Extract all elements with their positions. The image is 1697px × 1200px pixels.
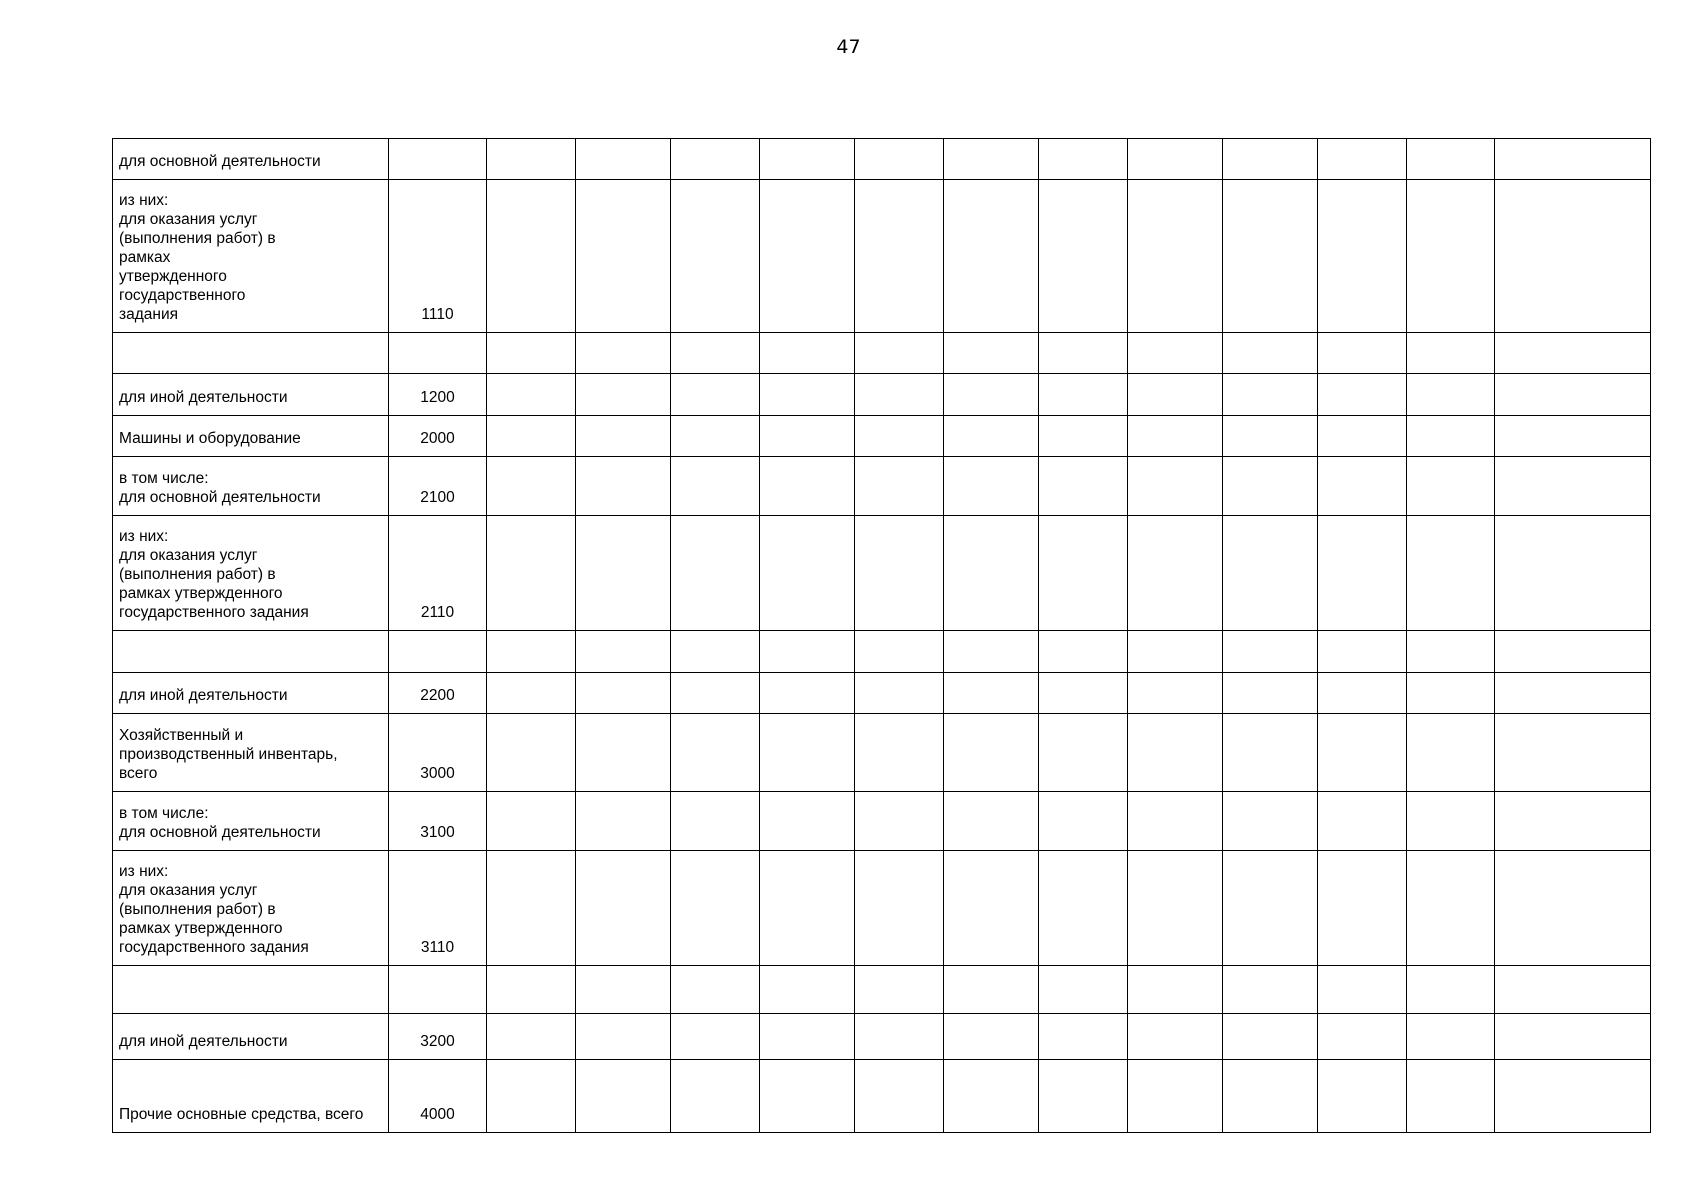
empty-value-cell: [1039, 180, 1128, 333]
empty-value-cell: [855, 416, 944, 457]
empty-value-cell: [1318, 139, 1407, 180]
empty-value-cell: [760, 333, 855, 374]
empty-value-cell: [1039, 1014, 1128, 1060]
empty-value-cell: [576, 714, 671, 792]
empty-value-cell: [487, 139, 576, 180]
empty-value-cell: [1318, 180, 1407, 333]
empty-value-cell: [576, 1060, 671, 1133]
empty-value-cell: [487, 1060, 576, 1133]
empty-value-cell: [944, 631, 1039, 673]
empty-value-cell: [576, 139, 671, 180]
empty-value-cell: [671, 333, 760, 374]
empty-value-cell: [760, 516, 855, 631]
empty-value-cell: [1223, 516, 1318, 631]
row-name-cell: для иной деятельности: [113, 374, 389, 416]
empty-value-cell: [944, 139, 1039, 180]
empty-value-cell: [1407, 416, 1495, 457]
empty-value-cell: [1039, 792, 1128, 851]
empty-value-cell: [487, 516, 576, 631]
empty-value-cell: [855, 966, 944, 1014]
empty-value-cell: [1407, 851, 1495, 966]
empty-value-cell: [1039, 374, 1128, 416]
row-name-cell: Прочие основные средства, всего: [113, 1060, 389, 1133]
empty-value-cell: [576, 851, 671, 966]
empty-value-cell: [671, 516, 760, 631]
empty-value-cell: [1223, 673, 1318, 714]
table-row: [113, 714, 1651, 792]
row-name-cell: в том числе: для основной деятельности: [113, 792, 389, 851]
empty-value-cell: [1223, 851, 1318, 966]
empty-value-cell: [1039, 333, 1128, 374]
row-code-cell: 4000: [389, 1060, 487, 1133]
empty-value-cell: [1318, 792, 1407, 851]
row-code-cell: 2200: [389, 673, 487, 714]
empty-value-cell: [487, 416, 576, 457]
empty-value-cell: [1407, 1060, 1495, 1133]
empty-value-cell: [487, 333, 576, 374]
row-code-cell: 2110: [389, 516, 487, 631]
empty-value-cell: [671, 416, 760, 457]
empty-value-cell: [1495, 516, 1651, 631]
empty-value-cell: [576, 792, 671, 851]
table-body: [113, 139, 1651, 1133]
fixed-assets-table: [112, 138, 1651, 1133]
empty-value-cell: [576, 631, 671, 673]
empty-value-cell: [760, 1060, 855, 1133]
empty-value-cell: [1128, 457, 1223, 516]
row-code-cell: 1110: [389, 180, 487, 333]
row-code-cell: 1200: [389, 374, 487, 416]
empty-value-cell: [487, 714, 576, 792]
empty-value-cell: [760, 792, 855, 851]
row-code-cell: [389, 333, 487, 374]
empty-value-cell: [1407, 333, 1495, 374]
empty-value-cell: [671, 966, 760, 1014]
empty-value-cell: [1039, 673, 1128, 714]
empty-value-cell: [944, 1014, 1039, 1060]
empty-value-cell: [1223, 1014, 1318, 1060]
empty-value-cell: [855, 180, 944, 333]
empty-value-cell: [944, 673, 1039, 714]
empty-value-cell: [944, 416, 1039, 457]
empty-value-cell: [760, 851, 855, 966]
empty-value-cell: [576, 374, 671, 416]
empty-value-cell: [1039, 966, 1128, 1014]
empty-value-cell: [487, 1014, 576, 1060]
empty-value-cell: [1128, 673, 1223, 714]
empty-value-cell: [1495, 714, 1651, 792]
empty-value-cell: [1495, 631, 1651, 673]
empty-value-cell: [944, 851, 1039, 966]
empty-value-cell: [671, 374, 760, 416]
row-code-cell: 2100: [389, 457, 487, 516]
empty-value-cell: [1223, 333, 1318, 374]
empty-value-cell: [1495, 966, 1651, 1014]
empty-value-cell: [487, 631, 576, 673]
empty-value-cell: [1128, 631, 1223, 673]
empty-value-cell: [944, 714, 1039, 792]
row-code-cell: [389, 139, 487, 180]
empty-value-cell: [1223, 180, 1318, 333]
empty-value-cell: [1128, 966, 1223, 1014]
empty-value-cell: [944, 792, 1039, 851]
empty-value-cell: [1223, 457, 1318, 516]
empty-value-cell: [1407, 966, 1495, 1014]
empty-value-cell: [576, 416, 671, 457]
empty-value-cell: [855, 631, 944, 673]
empty-value-cell: [487, 180, 576, 333]
table-row: [113, 1060, 1651, 1133]
empty-value-cell: [760, 966, 855, 1014]
empty-value-cell: [1223, 416, 1318, 457]
empty-value-cell: [1495, 139, 1651, 180]
empty-value-cell: [671, 673, 760, 714]
empty-value-cell: [1223, 631, 1318, 673]
empty-value-cell: [1128, 180, 1223, 333]
empty-value-cell: [1128, 1060, 1223, 1133]
empty-value-cell: [1407, 180, 1495, 333]
table-row: [113, 416, 1651, 457]
empty-value-cell: [855, 374, 944, 416]
empty-value-cell: [1128, 333, 1223, 374]
empty-value-cell: [1407, 631, 1495, 673]
empty-value-cell: [1318, 374, 1407, 416]
empty-value-cell: [1223, 1060, 1318, 1133]
empty-value-cell: [944, 333, 1039, 374]
empty-value-cell: [855, 139, 944, 180]
empty-value-cell: [760, 457, 855, 516]
empty-value-cell: [1318, 1014, 1407, 1060]
empty-value-cell: [855, 851, 944, 966]
table-row: [113, 851, 1651, 966]
empty-value-cell: [944, 516, 1039, 631]
empty-value-cell: [1407, 1014, 1495, 1060]
empty-value-cell: [855, 1014, 944, 1060]
empty-value-cell: [1039, 851, 1128, 966]
row-name-cell: из них: для оказания услуг (выполнения работ) в рамках утвержденного государственного задания: [113, 851, 389, 966]
empty-value-cell: [1128, 851, 1223, 966]
row-name-cell: [113, 966, 389, 1014]
empty-value-cell: [944, 180, 1039, 333]
empty-value-cell: [855, 792, 944, 851]
empty-value-cell: [760, 714, 855, 792]
table-row: [113, 180, 1651, 333]
empty-value-cell: [671, 1060, 760, 1133]
empty-value-cell: [671, 457, 760, 516]
table-row: [113, 516, 1651, 631]
row-name-cell: в том числе: для основной деятельности: [113, 457, 389, 516]
empty-value-cell: [760, 673, 855, 714]
row-code-cell: [389, 631, 487, 673]
empty-value-cell: [1223, 374, 1318, 416]
empty-value-cell: [1318, 416, 1407, 457]
empty-value-cell: [487, 792, 576, 851]
empty-value-cell: [944, 457, 1039, 516]
empty-value-cell: [1039, 516, 1128, 631]
empty-value-cell: [487, 457, 576, 516]
table-row: [113, 673, 1651, 714]
empty-value-cell: [671, 631, 760, 673]
empty-value-cell: [1407, 516, 1495, 631]
empty-value-cell: [1495, 1060, 1651, 1133]
empty-value-cell: [1495, 374, 1651, 416]
row-name-cell: из них: для оказания услуг (выполнения работ) в рамках утвержденного государственного задания: [113, 516, 389, 631]
empty-value-cell: [1039, 714, 1128, 792]
empty-value-cell: [487, 374, 576, 416]
empty-value-cell: [1039, 631, 1128, 673]
empty-value-cell: [671, 1014, 760, 1060]
empty-value-cell: [855, 714, 944, 792]
empty-value-cell: [576, 673, 671, 714]
row-name-cell: для иной деятельности: [113, 673, 389, 714]
empty-value-cell: [1039, 139, 1128, 180]
row-code-cell: 2000: [389, 416, 487, 457]
empty-value-cell: [1407, 673, 1495, 714]
empty-value-cell: [944, 966, 1039, 1014]
empty-value-cell: [576, 457, 671, 516]
row-name-cell: из них: для оказания услуг (выполнения работ) в рамках утвержденного государственного задания: [113, 180, 389, 333]
empty-value-cell: [1318, 851, 1407, 966]
empty-value-cell: [1407, 139, 1495, 180]
empty-value-cell: [671, 851, 760, 966]
row-name-cell: [113, 631, 389, 673]
empty-value-cell: [1495, 333, 1651, 374]
page-number: 47: [836, 36, 861, 58]
empty-value-cell: [1318, 333, 1407, 374]
empty-value-cell: [576, 1014, 671, 1060]
row-name-cell: Машины и оборудование: [113, 416, 389, 457]
table-row: [113, 333, 1651, 374]
empty-value-cell: [855, 673, 944, 714]
empty-value-cell: [487, 851, 576, 966]
empty-value-cell: [1318, 714, 1407, 792]
empty-value-cell: [1039, 416, 1128, 457]
empty-value-cell: [671, 714, 760, 792]
table-row: [113, 966, 1651, 1014]
empty-value-cell: [1128, 1014, 1223, 1060]
empty-value-cell: [944, 374, 1039, 416]
empty-value-cell: [760, 416, 855, 457]
empty-value-cell: [1495, 180, 1651, 333]
row-name-cell: Хозяйственный и производственный инвентарь, всего: [113, 714, 389, 792]
table-row: [113, 374, 1651, 416]
empty-value-cell: [1223, 966, 1318, 1014]
empty-value-cell: [1318, 631, 1407, 673]
empty-value-cell: [487, 966, 576, 1014]
row-code-cell: [389, 966, 487, 1014]
empty-value-cell: [1039, 457, 1128, 516]
empty-value-cell: [671, 792, 760, 851]
empty-value-cell: [1407, 374, 1495, 416]
table-row: [113, 1014, 1651, 1060]
row-name-cell: для основной деятельности: [113, 139, 389, 180]
table-row: [113, 139, 1651, 180]
empty-value-cell: [671, 180, 760, 333]
empty-value-cell: [576, 180, 671, 333]
empty-value-cell: [1495, 792, 1651, 851]
empty-value-cell: [1128, 416, 1223, 457]
empty-value-cell: [1128, 374, 1223, 416]
empty-value-cell: [1495, 1014, 1651, 1060]
empty-value-cell: [1318, 673, 1407, 714]
table-row: [113, 457, 1651, 516]
empty-value-cell: [760, 631, 855, 673]
row-name-cell: для иной деятельности: [113, 1014, 389, 1060]
empty-value-cell: [1318, 457, 1407, 516]
empty-value-cell: [1128, 139, 1223, 180]
empty-value-cell: [671, 139, 760, 180]
empty-value-cell: [1039, 1060, 1128, 1133]
empty-value-cell: [855, 1060, 944, 1133]
empty-value-cell: [760, 374, 855, 416]
empty-value-cell: [1318, 1060, 1407, 1133]
empty-value-cell: [855, 457, 944, 516]
empty-value-cell: [1128, 714, 1223, 792]
empty-value-cell: [576, 333, 671, 374]
empty-value-cell: [1223, 714, 1318, 792]
table-row: [113, 631, 1651, 673]
empty-value-cell: [1128, 792, 1223, 851]
empty-value-cell: [1318, 516, 1407, 631]
empty-value-cell: [1407, 457, 1495, 516]
empty-value-cell: [1223, 139, 1318, 180]
empty-value-cell: [1407, 714, 1495, 792]
row-code-cell: 3100: [389, 792, 487, 851]
empty-value-cell: [1318, 966, 1407, 1014]
empty-value-cell: [1495, 851, 1651, 966]
table-row: [113, 792, 1651, 851]
empty-value-cell: [576, 966, 671, 1014]
empty-value-cell: [1495, 673, 1651, 714]
empty-value-cell: [576, 516, 671, 631]
empty-value-cell: [855, 333, 944, 374]
empty-value-cell: [1495, 416, 1651, 457]
empty-value-cell: [1495, 457, 1651, 516]
empty-value-cell: [760, 139, 855, 180]
row-name-cell: [113, 333, 389, 374]
empty-value-cell: [760, 180, 855, 333]
empty-value-cell: [944, 1060, 1039, 1133]
row-code-cell: 3000: [389, 714, 487, 792]
empty-value-cell: [855, 516, 944, 631]
empty-value-cell: [760, 1014, 855, 1060]
empty-value-cell: [1223, 792, 1318, 851]
row-code-cell: 3110: [389, 851, 487, 966]
empty-value-cell: [1407, 792, 1495, 851]
empty-value-cell: [487, 673, 576, 714]
empty-value-cell: [1128, 516, 1223, 631]
row-code-cell: 3200: [389, 1014, 487, 1060]
